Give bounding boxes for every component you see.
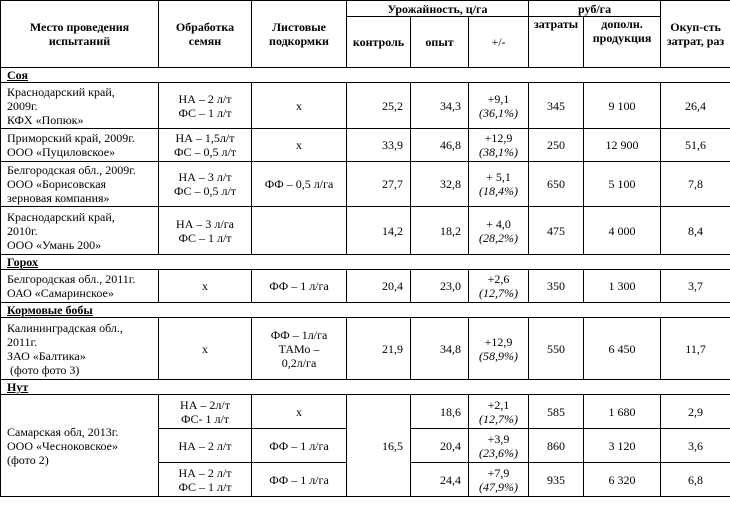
table-row	[1, 318, 730, 380]
foliar-cell: х	[252, 129, 347, 162]
header-seed-treatment: Обработка семян	[159, 1, 252, 68]
table-row	[1, 207, 730, 255]
seed-cell: НА – 3 л/га ФС – 1 л/т	[159, 207, 252, 255]
experiment-cell: 20,4	[411, 429, 469, 463]
place-cell: Самарская обл, 2013г. ООО «Чесноковское» (фото 2)	[1, 395, 159, 497]
payback-cell: 2,9	[661, 395, 730, 429]
payback-cell: 6,8	[661, 463, 730, 497]
extra-cell: 9 100	[584, 83, 661, 129]
experiment-cell: 18,6	[411, 395, 469, 429]
header-yield: Урожайность, ц/га	[347, 1, 529, 17]
payback-cell: 3,6	[661, 429, 730, 463]
experiment-cell: 24,4	[411, 463, 469, 497]
extra-cell: 1 300	[584, 270, 661, 303]
foliar-cell: ФФ – 1 л/га	[252, 463, 347, 497]
header-foliar: Листовые подкормки	[252, 1, 347, 68]
payback-cell: 3,7	[661, 270, 730, 303]
payback-cell: 26,4	[661, 83, 730, 129]
experiment-cell: 34,8	[411, 318, 469, 380]
foliar-cell: х	[252, 83, 347, 129]
diff-cell: + 5,1 (18,4%)	[469, 162, 529, 207]
header-rub: руб/га	[529, 1, 661, 17]
table-row	[1, 129, 730, 162]
place-cell: Краснодарский край, 2010г. ООО «Умань 200»	[1, 207, 159, 255]
table-row	[1, 395, 730, 429]
control-cell: 16,5	[347, 395, 411, 497]
experiment-cell: 34,3	[411, 83, 469, 129]
diff-cell: +7,9 (47,9%)	[469, 463, 529, 497]
place-cell: Приморский край, 2009г. ООО «Пуциловское»	[1, 129, 159, 162]
payback-cell: 7,8	[661, 162, 730, 207]
foliar-cell: ФФ – 1 л/га	[252, 429, 347, 463]
control-cell: 20,4	[347, 270, 411, 303]
section-peas: Горох	[1, 255, 730, 270]
control-cell: 33,9	[347, 129, 411, 162]
seed-cell: НА – 3 л/т ФС – 0,5 л/т	[159, 162, 252, 207]
extra-cell: 3 120	[584, 429, 661, 463]
place-cell: Калининградская обл., 2011г. ЗАО «Балтика» (фото фото 3)	[1, 318, 159, 380]
section-beans: Кормовые бобы	[1, 303, 730, 318]
experiment-cell: 46,8	[411, 129, 469, 162]
header-place: Место проведения испытаний	[1, 1, 159, 68]
seed-cell: х	[159, 270, 252, 303]
payback-cell: 8,4	[661, 207, 730, 255]
payback-cell: 11,7	[661, 318, 730, 380]
extra-cell: 6 320	[584, 463, 661, 497]
seed-cell: НА – 1,5л/т ФС – 0,5 л/т	[159, 129, 252, 162]
section-soy: Соя	[1, 68, 730, 83]
header-costs: затраты	[529, 17, 584, 68]
seed-cell: НА – 2л/т ФС- 1 л/т	[159, 395, 252, 429]
place-cell: Краснодарский край, 2009г. КФХ «Попюк»	[1, 83, 159, 129]
control-cell: 14,2	[347, 207, 411, 255]
seed-cell: х	[159, 318, 252, 380]
seed-cell: НА – 2 л/т ФС – 1 л/т	[159, 463, 252, 497]
section-chickpea: Нут	[1, 380, 730, 395]
foliar-cell	[252, 207, 347, 255]
diff-cell: +12,9 (38,1%)	[469, 129, 529, 162]
extra-cell: 6 450	[584, 318, 661, 380]
header-extra: дополн. продукция	[584, 17, 661, 68]
header-experiment: опыт	[411, 17, 469, 68]
costs-cell: 585	[529, 395, 584, 429]
extra-cell: 1 680	[584, 395, 661, 429]
diff-cell: +3,9 (23,6%)	[469, 429, 529, 463]
foliar-cell: ФФ – 0,5 л/га	[252, 162, 347, 207]
experiment-cell: 23,0	[411, 270, 469, 303]
seed-cell: НА – 2 л/т	[159, 429, 252, 463]
diff-cell: + 4,0 (28,2%)	[469, 207, 529, 255]
control-cell: 25,2	[347, 83, 411, 129]
payback-cell: 51,6	[661, 129, 730, 162]
table-row	[1, 83, 730, 129]
diff-cell: +9,1 (36,1%)	[469, 83, 529, 129]
costs-cell: 345	[529, 83, 584, 129]
place-cell: Белгородская обл., 2009г. ООО «Борисовская зерновая компания»	[1, 162, 159, 207]
costs-cell: 350	[529, 270, 584, 303]
foliar-cell: ФФ – 1л/га ТАМо – 0,2л/га	[252, 318, 347, 380]
diff-cell: +2,1 (12,7%)	[469, 395, 529, 429]
costs-cell: 250	[529, 129, 584, 162]
table-row	[1, 162, 730, 207]
extra-cell: 5 100	[584, 162, 661, 207]
costs-cell: 550	[529, 318, 584, 380]
experiment-cell: 32,8	[411, 162, 469, 207]
control-cell: 27,7	[347, 162, 411, 207]
costs-cell: 860	[529, 429, 584, 463]
extra-cell: 12 900	[584, 129, 661, 162]
extra-cell: 4 000	[584, 207, 661, 255]
costs-cell: 650	[529, 162, 584, 207]
costs-cell: 935	[529, 463, 584, 497]
header-diff: +/-	[469, 17, 529, 68]
table-row	[1, 270, 730, 303]
foliar-cell: х	[252, 395, 347, 429]
diff-cell: +2,6 (12,7%)	[469, 270, 529, 303]
header-payback: Окуп-сть затрат, раз	[661, 1, 730, 68]
header-control: контроль	[347, 17, 411, 68]
costs-cell: 475	[529, 207, 584, 255]
experiment-cell: 18,2	[411, 207, 469, 255]
diff-cell: +12,9 (58,9%)	[469, 318, 529, 380]
seed-cell: НА – 2 л/т ФС – 1 л/т	[159, 83, 252, 129]
control-cell: 21,9	[347, 318, 411, 380]
place-cell: Белгородская обл., 2011г. ОАО «Самаринское»	[1, 270, 159, 303]
foliar-cell: ФФ – 1 л/га	[252, 270, 347, 303]
